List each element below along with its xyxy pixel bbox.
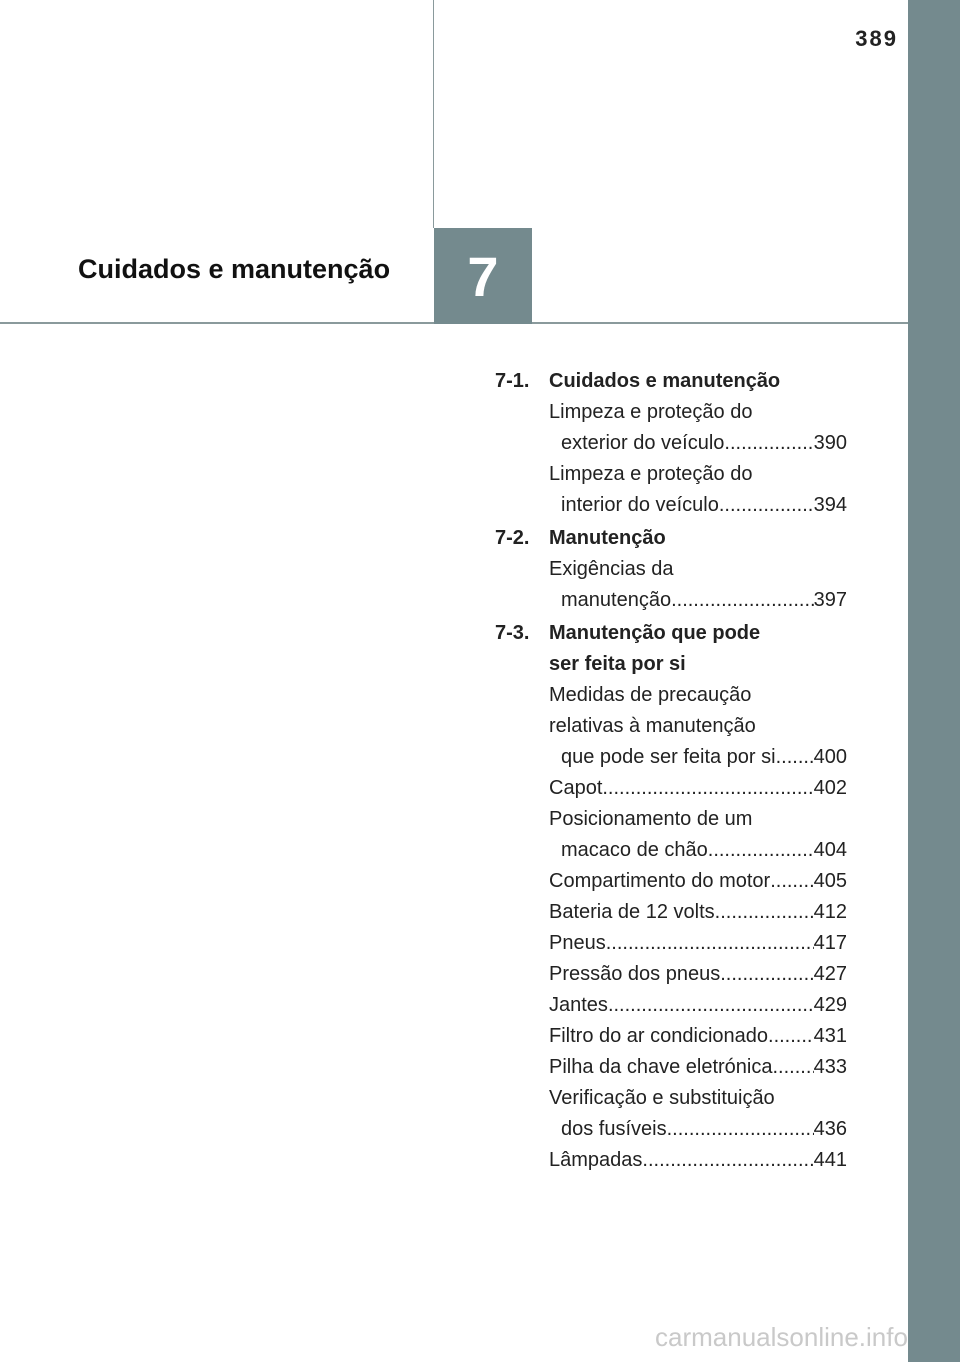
toc-entry-line	[549, 1114, 847, 1145]
toc-page-number: 429	[813, 994, 847, 1016]
toc-entry-text: relativas à manutenção	[549, 715, 756, 737]
section-title: Manutenção que pode	[549, 622, 761, 644]
page-number: 389	[855, 26, 898, 51]
chapter-number-box: 7	[434, 228, 532, 324]
toc-page-number: 433	[813, 1056, 847, 1078]
leader-dots	[724, 428, 813, 459]
toc-page-number: 431	[813, 1025, 847, 1047]
toc-entry-line	[549, 742, 847, 773]
toc-entry[interactable]	[495, 1083, 847, 1145]
toc-entry[interactable]	[495, 897, 847, 928]
section-heading	[495, 618, 847, 649]
toc-entry[interactable]	[495, 1052, 847, 1083]
toc-page-number: 427	[813, 963, 847, 985]
section-number: 7-3.	[495, 622, 530, 644]
toc-page-number: 404	[813, 839, 847, 861]
toc-entry-text: manutenção	[561, 589, 672, 611]
toc-entry-text: Bateria de 12 volts	[549, 901, 715, 923]
toc-entry-line	[549, 585, 847, 616]
leader-dots	[772, 1052, 813, 1083]
watermark: carmanualsonline.info	[655, 1322, 908, 1352]
toc-entry[interactable]	[495, 1021, 847, 1052]
toc-entry-line	[549, 990, 847, 1021]
toc-entry[interactable]	[495, 554, 847, 616]
toc-entry-line	[549, 959, 847, 990]
toc-entry-line	[549, 866, 847, 897]
toc-entry-text: interior do veículo	[561, 494, 719, 516]
toc-entry-text: que pode ser feita por si	[561, 746, 776, 768]
toc-entry[interactable]	[495, 773, 847, 804]
section-heading	[495, 366, 847, 397]
toc-entry-line	[549, 428, 847, 459]
toc-entry[interactable]	[495, 990, 847, 1021]
toc-page-number: 436	[813, 1118, 847, 1140]
toc-entry[interactable]	[495, 397, 847, 459]
toc-entry-text: Pneus	[549, 932, 606, 954]
toc-entry-text: Pilha da chave eletrónica	[549, 1056, 773, 1078]
toc-page-number: 400	[813, 746, 847, 768]
section-number: 7-2.	[495, 527, 530, 549]
leader-dots	[667, 1114, 814, 1145]
section-title: Manutenção	[549, 527, 666, 549]
section-title: ser feita por si	[549, 653, 686, 675]
toc-entry-line	[549, 928, 847, 959]
chapter-title: Cuidados e manutenção	[78, 254, 391, 284]
toc-entry[interactable]	[495, 804, 847, 866]
toc-entry-line	[549, 1052, 847, 1083]
toc-entry-text: Posicionamento de um	[549, 808, 753, 830]
toc-entry-line	[549, 490, 847, 521]
vertical-divider	[433, 0, 434, 228]
section-title: Cuidados e manutenção	[549, 370, 781, 392]
toc-entry-line	[549, 1145, 847, 1176]
toc-entry[interactable]	[495, 959, 847, 990]
leader-dots	[671, 585, 814, 616]
leader-dots	[770, 866, 813, 897]
leader-dots	[602, 773, 813, 804]
section-number: 7-1.	[495, 370, 530, 392]
leader-dots	[715, 897, 814, 928]
toc-entry[interactable]	[495, 459, 847, 521]
toc-entry-text: Filtro do ar condicionado	[549, 1025, 769, 1047]
toc-entry[interactable]	[495, 1145, 847, 1176]
toc-page-number: 412	[813, 901, 847, 923]
toc-page-number: 402	[813, 777, 847, 799]
toc-entry-text: Compartimento do motor	[549, 870, 771, 892]
toc-entry-text: macaco de chão	[561, 839, 708, 861]
leader-dots	[606, 928, 814, 959]
toc-page-number: 397	[813, 589, 847, 611]
toc-entry-text: Jantes	[549, 994, 608, 1016]
leader-dots	[708, 835, 814, 866]
toc-entry[interactable]	[495, 928, 847, 959]
leader-dots	[720, 959, 813, 990]
toc-page-number: 441	[813, 1149, 847, 1171]
leader-dots	[608, 990, 814, 1021]
section-heading	[495, 523, 847, 554]
toc-entry-text: Pressão dos pneus	[549, 963, 721, 985]
toc-entry-text: Medidas de precaução	[549, 684, 752, 706]
toc-entry-text: Limpeza e proteção do	[549, 463, 753, 485]
toc-entry-text: Verificação e substituição	[549, 1087, 775, 1109]
toc-page-number: 417	[813, 932, 847, 954]
toc-entry-line	[549, 897, 847, 928]
toc-page-number: 394	[813, 494, 847, 516]
toc-page-number: 405	[813, 870, 847, 892]
toc-entry-text: Capot	[549, 777, 603, 799]
chapter-side-tab	[908, 0, 960, 1362]
toc-entry-text: Exigências da	[549, 558, 674, 580]
leader-dots	[768, 1021, 814, 1052]
section-heading	[495, 649, 847, 680]
leader-dots	[719, 490, 814, 521]
leader-dots	[642, 1145, 813, 1176]
leader-dots	[776, 742, 814, 773]
toc-entry-line	[549, 835, 847, 866]
toc-entry[interactable]	[495, 866, 847, 897]
toc-entry-line	[549, 773, 847, 804]
toc-entry-text: Lâmpadas	[549, 1149, 643, 1171]
table-of-contents	[495, 366, 847, 1176]
toc-entry-text: exterior do veículo	[561, 432, 725, 454]
toc-entry-text: dos fusíveis	[561, 1118, 667, 1140]
toc-entry-line	[549, 1021, 847, 1052]
toc-entry[interactable]	[495, 680, 847, 773]
toc-entry-text: Limpeza e proteção do	[549, 401, 753, 423]
toc-page-number: 390	[813, 432, 847, 454]
